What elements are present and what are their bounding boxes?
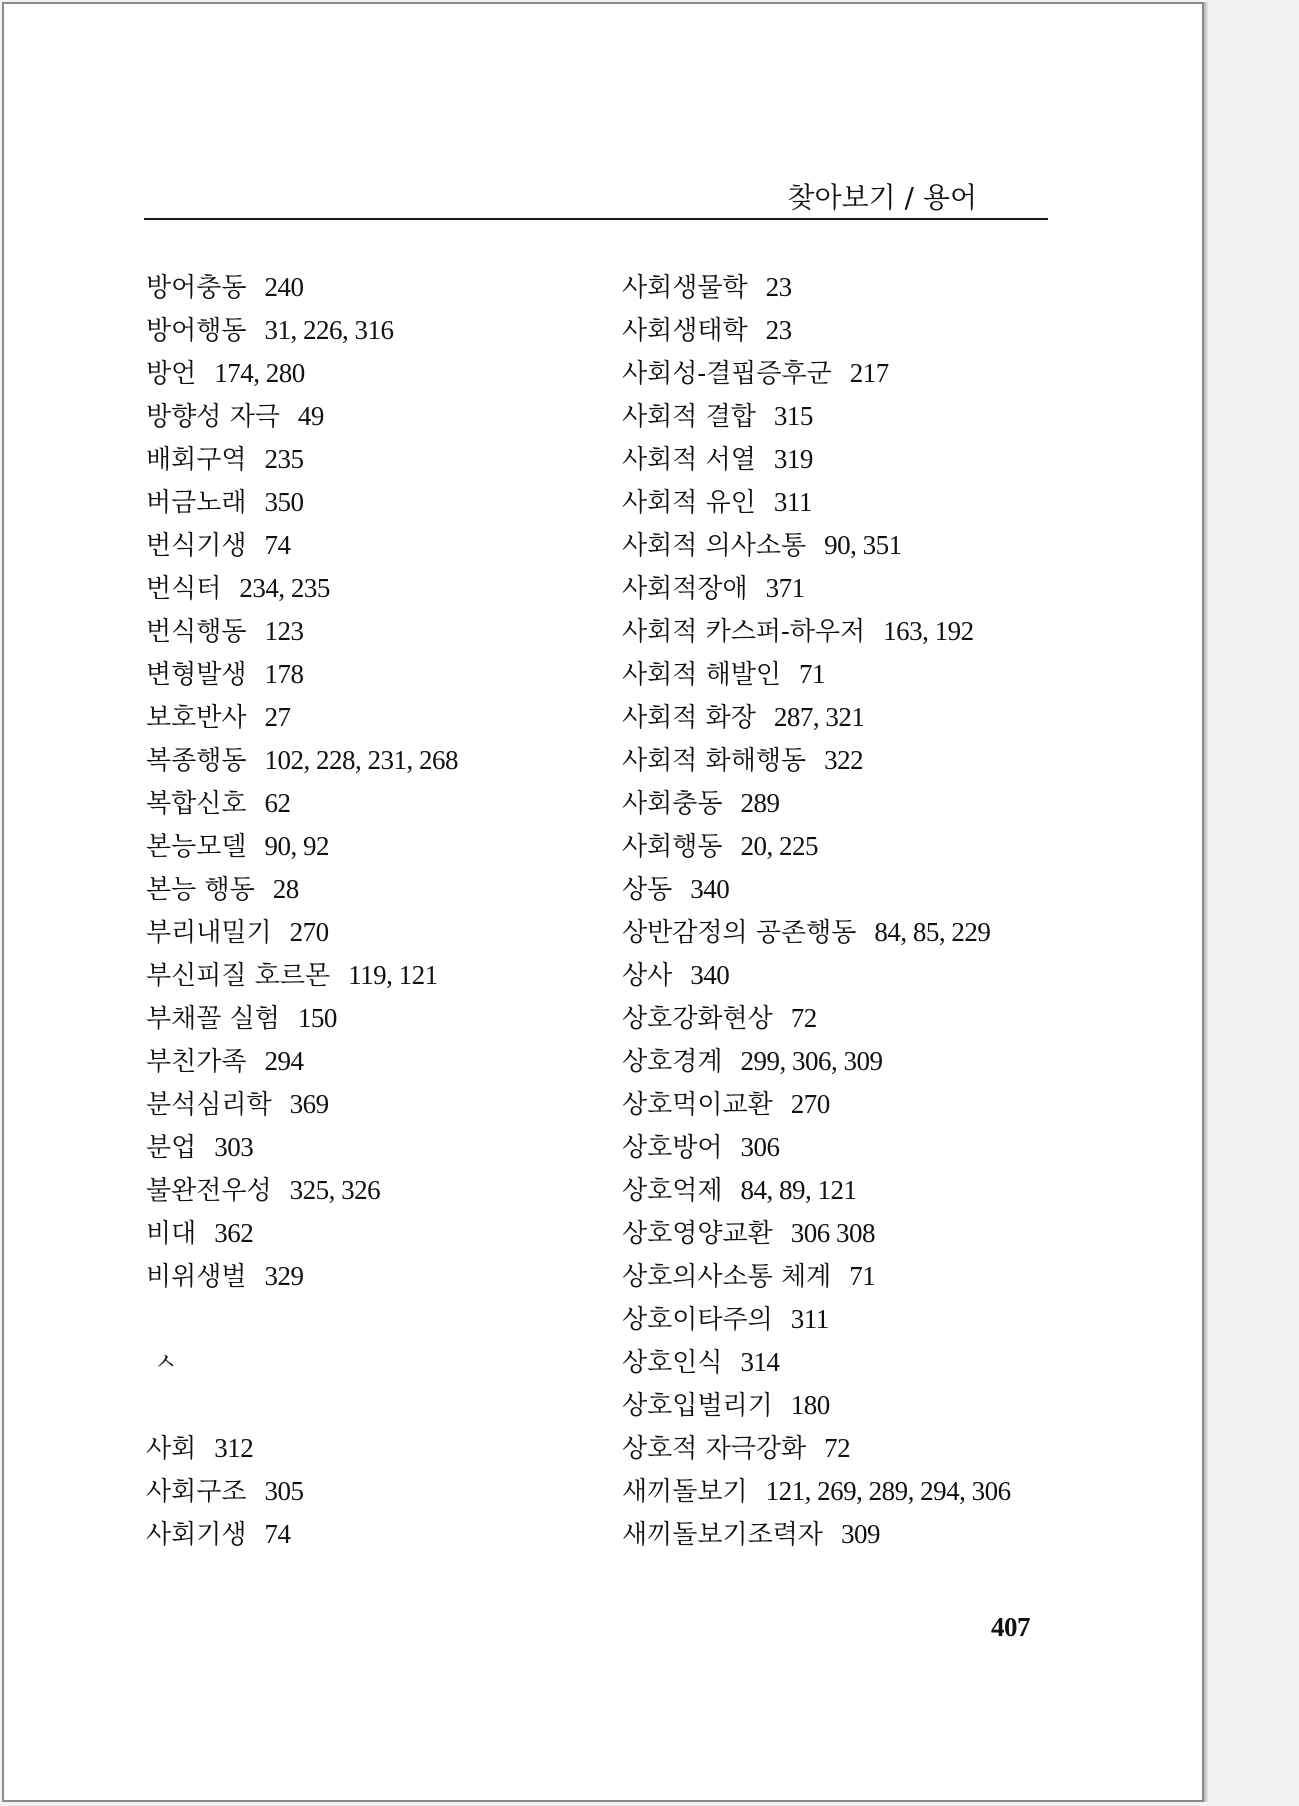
index-page-refs: 270 [289,917,329,947]
index-page-refs: 31, 226, 316 [264,315,394,345]
index-term: 사회 [146,1434,197,1464]
index-page-refs: 71 [798,659,825,689]
index-term: 비대 [146,1219,197,1249]
index-term: 상사 [622,961,673,991]
index-page-refs: 289 [740,788,780,818]
index-page-refs: 270 [790,1089,830,1119]
index-term: 상호의사소통 체계 [622,1262,832,1292]
index-term: 배회구역 [146,445,247,475]
section-letter: ㅅ [154,1348,178,1376]
index-entry [146,352,458,395]
index-entry [146,1126,458,1169]
index-page-refs: 329 [264,1261,304,1291]
index-term: 상호입벌리기 [622,1391,773,1421]
index-page-refs: 90, 92 [264,831,329,861]
index-term: 부신피질 호르몬 [146,961,331,991]
index-entry [146,1427,458,1470]
index-term: 상동 [622,875,673,905]
index-entry [622,1255,1011,1298]
index-term: 상호이타주의 [622,1305,773,1335]
index-entry [146,481,458,524]
index-page-refs: 319 [773,444,813,474]
index-entry [622,911,1011,954]
index-entry [146,1212,458,1255]
index-entry [622,1169,1011,1212]
index-page-refs: 28 [272,874,299,904]
index-page-refs: 121, 269, 289, 294, 306 [765,1476,1011,1506]
index-page-refs: 322 [824,745,864,775]
index-page-refs: 72 [824,1433,851,1463]
index-term: 사회적 결합 [622,402,756,432]
index-entry [146,1040,458,1083]
index-entry [622,739,1011,782]
index-page-refs: 369 [289,1089,329,1119]
index-term: 사회적 화장 [622,703,756,733]
index-entry [622,567,1011,610]
index-term: 사회구조 [146,1477,247,1507]
index-entry [622,1513,1011,1556]
index-term: 상호억제 [622,1176,723,1206]
index-term: 본능 행동 [146,875,255,905]
index-term: 사회성-결핍증후군 [622,359,832,389]
page-edge-shadow [1204,2,1208,1802]
index-entry [146,610,458,653]
index-entry [622,696,1011,739]
index-term: 사회적 해발인 [622,660,781,690]
index-page-refs: 315 [773,401,813,431]
index-page-refs: 123 [264,616,304,646]
index-entry [622,782,1011,825]
index-entry [146,1083,458,1126]
index-term: 부리내밀기 [146,918,272,948]
index-page-refs: 312 [214,1433,254,1463]
index-page-refs: 74 [264,530,291,560]
index-term: 새끼돌보기조력자 [622,1520,823,1550]
index-term: 번식기생 [146,531,247,561]
index-term: 비위생벌 [146,1262,247,1292]
index-term: 버금노래 [146,488,247,518]
index-entry [622,825,1011,868]
index-page-refs: 340 [690,960,730,990]
index-term: 방어충동 [146,273,247,303]
index-list-left-b [146,1427,458,1556]
index-entry [622,309,1011,352]
index-entry [622,610,1011,653]
index-page-refs: 287, 321 [773,702,865,732]
index-page-refs: 84, 89, 121 [740,1175,857,1205]
index-column-right [622,266,1011,1556]
index-entry [146,1169,458,1212]
index-term: 사회적장애 [622,574,748,604]
index-entry [146,1470,458,1513]
index-page-refs: 350 [264,487,304,517]
index-entry [146,782,458,825]
index-page-refs: 27 [264,702,291,732]
index-entry [622,481,1011,524]
index-term: 사회적 화해행동 [622,746,807,776]
running-header: 찾아보기 / 용어 [787,181,977,214]
index-term: 분업 [146,1133,197,1163]
index-page-refs: 305 [264,1476,304,1506]
index-term: 방어행동 [146,316,247,346]
index-entry [622,1040,1011,1083]
spacer [146,1384,458,1427]
index-term: 부친가족 [146,1047,247,1077]
index-entry [622,1427,1011,1470]
index-term: 사회적 카스퍼-하우저 [622,617,866,647]
index-page-refs: 102, 228, 231, 268 [264,745,458,775]
index-term: 상호먹이교환 [622,1090,773,1120]
index-page-refs: 62 [264,788,291,818]
index-term: 사회적 의사소통 [622,531,807,561]
index-entry [622,1470,1011,1513]
index-term: 번식터 [146,574,222,604]
index-entry [146,395,458,438]
index-page-refs: 311 [790,1304,829,1334]
index-entry [622,1212,1011,1255]
index-entry [622,1126,1011,1169]
index-term: 분석심리학 [146,1090,272,1120]
index-entry [622,653,1011,696]
index-page-refs: 240 [264,272,304,302]
index-term: 상호강화현상 [622,1004,773,1034]
index-page-refs: 303 [214,1132,254,1162]
index-entry [146,954,458,997]
index-term: 변형발생 [146,660,247,690]
index-term: 상반감정의 공존행동 [622,918,857,948]
index-term: 불완전우성 [146,1176,272,1206]
index-page-refs: 180 [790,1390,830,1420]
index-entry [622,997,1011,1040]
index-term: 사회생태학 [622,316,748,346]
index-list-left-a [146,266,458,1298]
index-entry [146,997,458,1040]
index-page-refs: 23 [765,272,792,302]
index-term: 방언 [146,359,197,389]
index-page-refs: 235 [264,444,304,474]
index-entry [146,567,458,610]
index-entry [622,1384,1011,1427]
index-entry [146,309,458,352]
index-page-refs: 217 [849,358,889,388]
index-entry [146,739,458,782]
index-page-refs: 340 [690,874,730,904]
index-page-refs: 294 [264,1046,304,1076]
index-page-refs: 72 [790,1003,817,1033]
index-term: 새끼돌보기 [622,1477,748,1507]
index-page-refs: 311 [773,487,812,517]
index-entry [146,266,458,309]
index-page-refs: 178 [264,659,304,689]
index-term: 사회생물학 [622,273,748,303]
index-entry [622,395,1011,438]
index-entry [622,1341,1011,1384]
index-page-refs: 234, 235 [239,573,330,603]
index-term: 사회행동 [622,832,723,862]
page-number: 407 [991,1612,1030,1642]
index-entry [146,825,458,868]
index-page-refs: 84, 85, 229 [874,917,991,947]
index-term: 복종행동 [146,746,247,776]
index-entry [622,524,1011,567]
index-term: 상호경계 [622,1047,723,1077]
index-page-refs: 306 308 [790,1218,875,1248]
index-term: 번식행동 [146,617,247,647]
index-term: 상호영양교환 [622,1219,773,1249]
index-entry [622,266,1011,309]
index-page-refs: 119, 121 [348,960,438,990]
index-term: 상호방어 [622,1133,723,1163]
index-page-refs: 49 [297,401,324,431]
index-page-refs: 314 [740,1347,780,1377]
index-entry [146,1255,458,1298]
index-entry [146,696,458,739]
index-entry [146,653,458,696]
index-page-refs: 362 [214,1218,254,1248]
index-entry [622,1298,1011,1341]
index-page-refs: 23 [765,315,792,345]
index-page-refs: 306 [740,1132,780,1162]
index-page-refs: 371 [765,573,805,603]
index-term: 보호반사 [146,703,247,733]
index-page-refs: 299, 306, 309 [740,1046,883,1076]
index-entry [146,1513,458,1556]
index-term: 사회적 서열 [622,445,756,475]
index-page-refs: 309 [840,1519,880,1549]
index-page-refs: 20, 225 [740,831,818,861]
index-term: 상호적 자극강화 [622,1434,807,1464]
spacer [146,1298,458,1341]
index-entry [622,868,1011,911]
index-term: 사회충동 [622,789,723,819]
index-entry [622,954,1011,997]
index-page-refs: 325, 326 [289,1175,381,1205]
index-page-refs: 74 [264,1519,291,1549]
index-entry [146,438,458,481]
index-entry [622,438,1011,481]
index-page-refs: 90, 351 [824,530,902,560]
index-entry [146,524,458,567]
book-page [2,2,1204,1802]
index-page-refs: 174, 280 [214,358,305,388]
index-term: 상호인식 [622,1348,723,1378]
index-page-refs: 71 [849,1261,876,1291]
index-list-right [622,266,1011,1556]
index-term: 방향성 자극 [146,402,280,432]
index-entry [146,868,458,911]
index-term: 복합신호 [146,789,247,819]
header-rule [144,218,1048,220]
index-term: 사회적 유인 [622,488,756,518]
index-term: 부채꼴 실험 [146,1004,280,1034]
index-entry [146,911,458,954]
index-term: 사회기생 [146,1520,247,1550]
index-entry [622,352,1011,395]
index-column-left [146,266,458,1556]
index-page-refs: 150 [297,1003,337,1033]
index-page-refs: 163, 192 [883,616,974,646]
index-term: 본능모델 [146,832,247,862]
index-entry [622,1083,1011,1126]
